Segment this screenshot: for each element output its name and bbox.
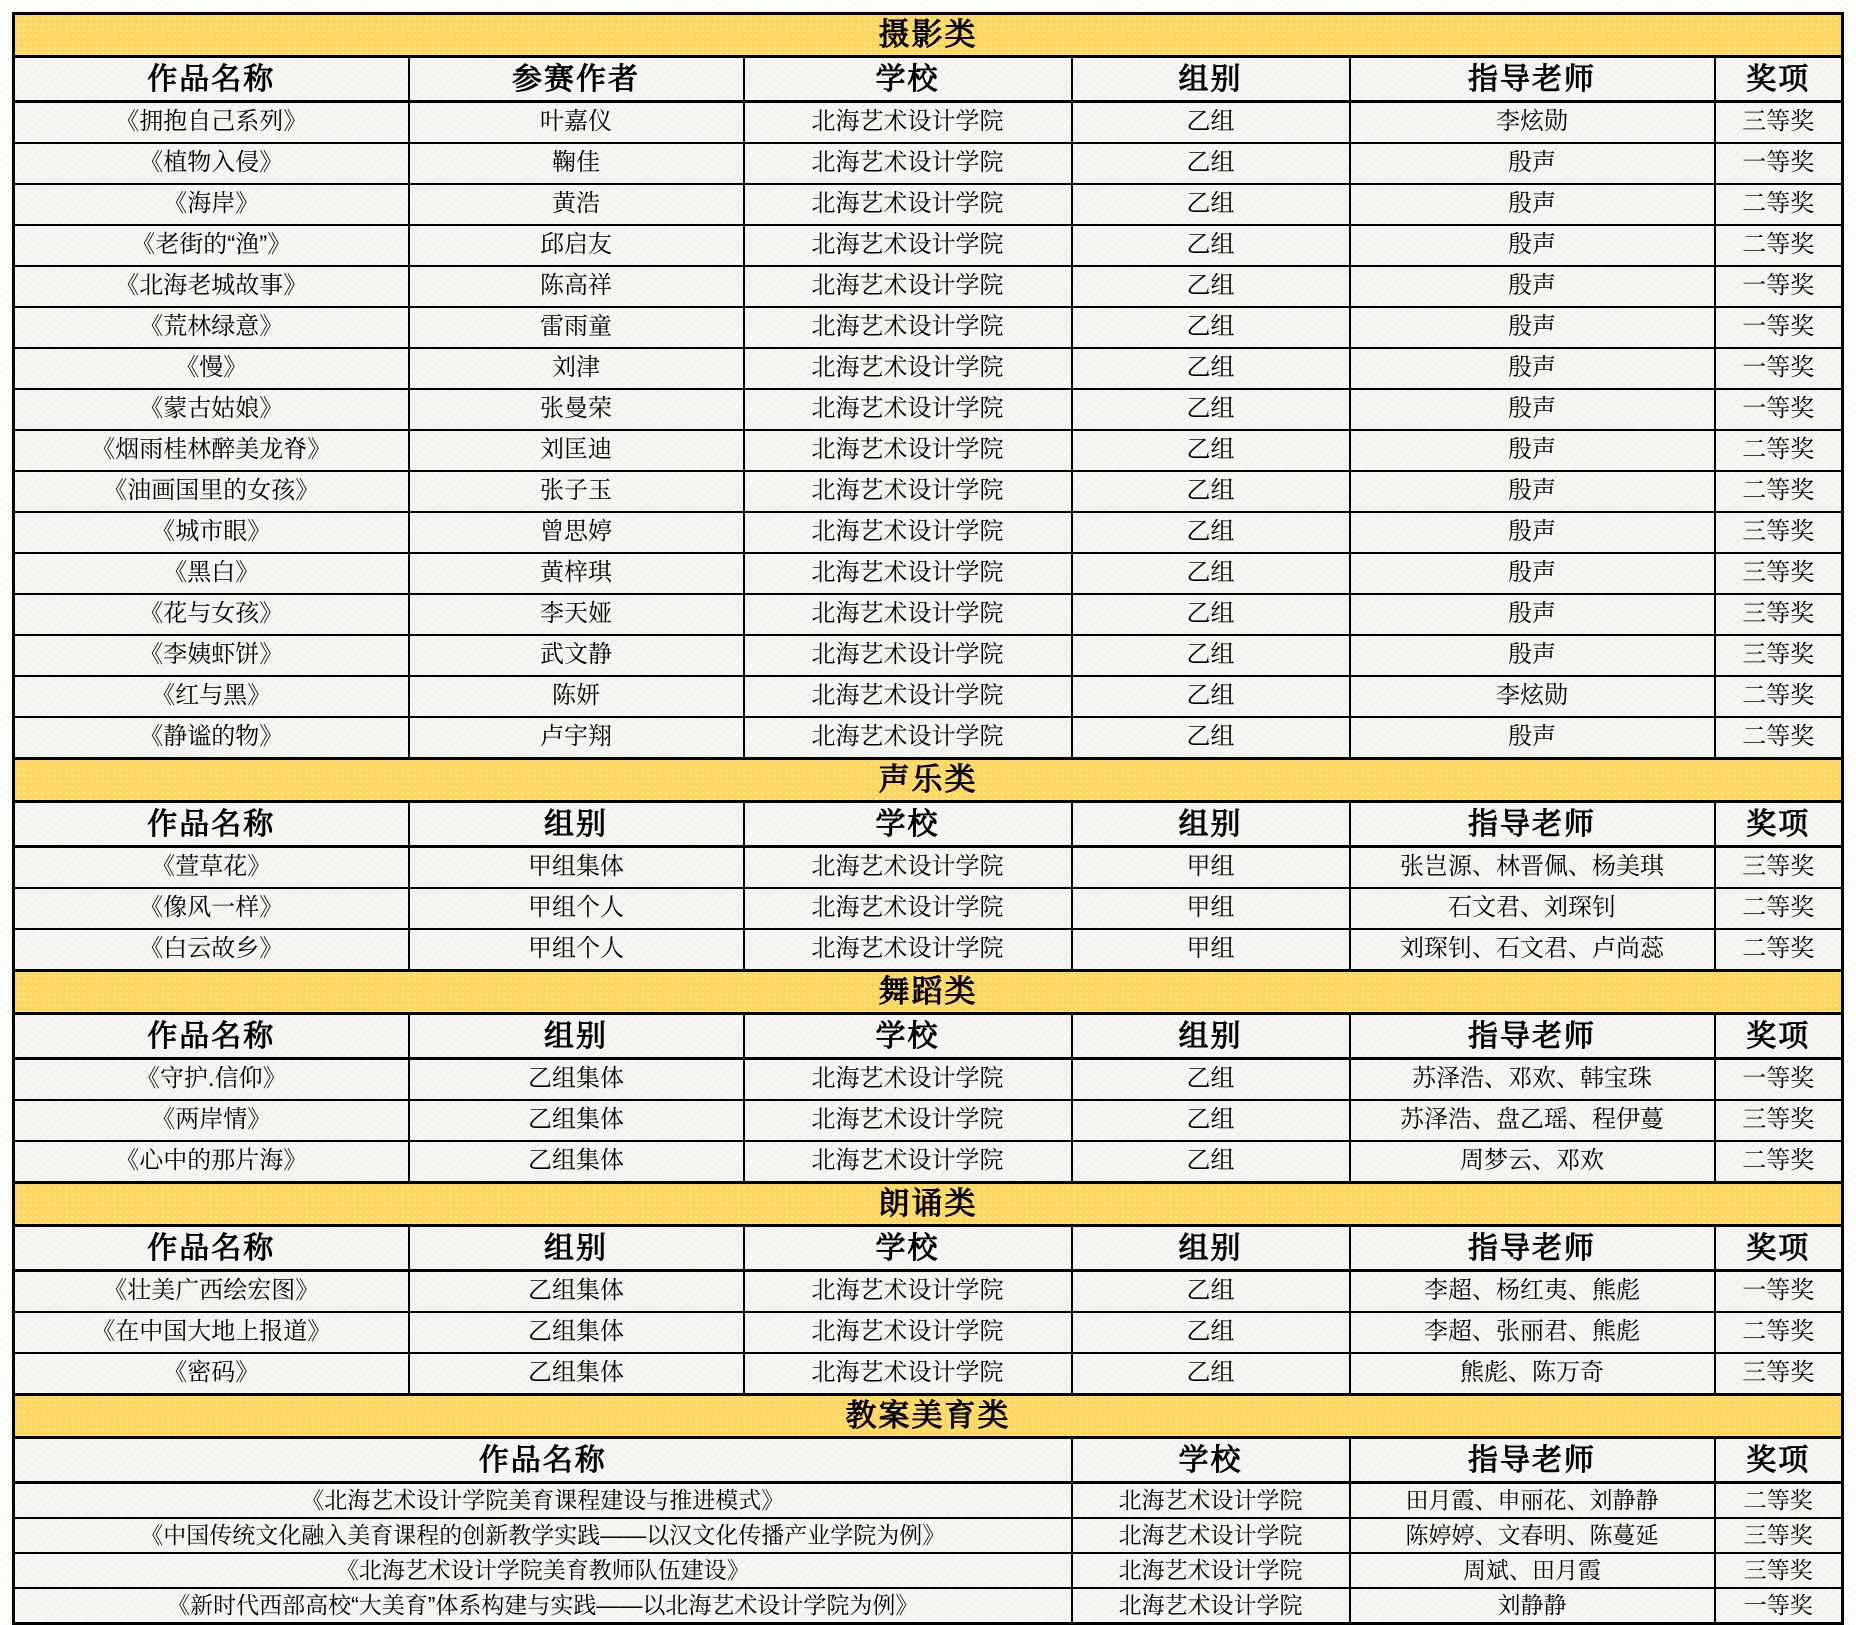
award-cell: 一等奖 <box>1715 1059 1843 1101</box>
award-cell: 三等奖 <box>1715 1353 1843 1395</box>
table-row <box>14 307 1843 348</box>
group-header: 组别 <box>409 1226 744 1271</box>
teacher-cell: 殷声 <box>1350 348 1715 389</box>
author-cell: 陈妍 <box>409 676 744 717</box>
work-title-cell: 《心中的那片海》 <box>14 1141 409 1183</box>
table-row <box>14 471 1843 512</box>
school-cell: 北海艺术设计学院 <box>744 635 1072 676</box>
teacher-cell: 殷声 <box>1350 184 1715 225</box>
awards-table-body <box>14 14 1843 1624</box>
table-row <box>14 348 1843 389</box>
school-cell: 北海艺术设计学院 <box>744 1353 1072 1395</box>
group-cell: 乙组 <box>1072 1141 1350 1183</box>
author-cell: 刘匡迪 <box>409 430 744 471</box>
table-row <box>14 717 1843 759</box>
group-cell: 乙组 <box>1072 635 1350 676</box>
work-title-cell: 《老街的“渔”》 <box>14 225 409 266</box>
award-cell: 一等奖 <box>1715 1588 1843 1624</box>
school-header: 学校 <box>744 57 1072 102</box>
work-title-cell: 《烟雨桂林醉美龙脊》 <box>14 430 409 471</box>
author-cell: 黄梓琪 <box>409 553 744 594</box>
section-band: 摄影类 <box>14 14 1843 57</box>
table-row <box>14 1588 1843 1624</box>
school-cell: 北海艺术设计学院 <box>744 1141 1072 1183</box>
teacher-header: 指导老师 <box>1350 1226 1715 1271</box>
table-row <box>14 847 1843 889</box>
work-title-cell: 《像风一样》 <box>14 888 409 929</box>
group-cell: 乙组 <box>1072 143 1350 184</box>
school-cell: 北海艺术设计学院 <box>744 676 1072 717</box>
work-title-cell: 《白云故乡》 <box>14 929 409 971</box>
teacher-cell: 石文君、刘琛钊 <box>1350 888 1715 929</box>
work-title-cell: 《红与黑》 <box>14 676 409 717</box>
school-cell: 北海艺术设计学院 <box>744 1100 1072 1141</box>
work-title-cell: 《花与女孩》 <box>14 594 409 635</box>
group-cell: 乙组集体 <box>409 1353 744 1395</box>
group-cell: 乙组集体 <box>409 1059 744 1101</box>
award-cell: 三等奖 <box>1715 594 1843 635</box>
teacher-cell: 殷声 <box>1350 143 1715 184</box>
award-header: 奖项 <box>1715 1438 1843 1483</box>
teacher-cell: 殷声 <box>1350 225 1715 266</box>
group-header: 组别 <box>409 1014 744 1059</box>
table-row <box>14 1312 1843 1353</box>
awards-table <box>12 12 1844 1625</box>
school-cell: 北海艺术设计学院 <box>744 594 1072 635</box>
work-title-cell: 《北海老城故事》 <box>14 266 409 307</box>
work-title-cell: 《中国传统文化融入美育课程的创新教学实践——以汉文化传播产业学院为例》 <box>14 1518 1072 1553</box>
group-cell: 乙组集体 <box>409 1141 744 1183</box>
teacher-cell: 李超、杨红夷、熊彪 <box>1350 1271 1715 1313</box>
work-title-cell: 《密码》 <box>14 1353 409 1395</box>
work-title-cell: 《两岸情》 <box>14 1100 409 1141</box>
school-cell: 北海艺术设计学院 <box>744 348 1072 389</box>
award-header: 奖项 <box>1715 1226 1843 1271</box>
group-header: 组别 <box>1072 1226 1350 1271</box>
table-row <box>14 594 1843 635</box>
work-title-cell: 《海岸》 <box>14 184 409 225</box>
teacher-header: 指导老师 <box>1350 802 1715 847</box>
group-cell: 乙组 <box>1072 225 1350 266</box>
work-title-cell: 《萱草花》 <box>14 847 409 889</box>
school-cell: 北海艺术设计学院 <box>744 102 1072 144</box>
award-header: 奖项 <box>1715 802 1843 847</box>
column-header-row <box>14 1226 1843 1271</box>
work-title-cell: 《拥抱自己系列》 <box>14 102 409 144</box>
work-title-cell: 《壮美广西绘宏图》 <box>14 1271 409 1313</box>
award-cell: 二等奖 <box>1715 430 1843 471</box>
award-cell: 二等奖 <box>1715 184 1843 225</box>
award-cell: 二等奖 <box>1715 471 1843 512</box>
group-cell: 甲组个人 <box>409 929 744 971</box>
school-cell: 北海艺术设计学院 <box>744 389 1072 430</box>
award-cell: 三等奖 <box>1715 1553 1843 1588</box>
group-cell: 乙组 <box>1072 1312 1350 1353</box>
table-row <box>14 1100 1843 1141</box>
teacher-cell: 殷声 <box>1350 635 1715 676</box>
school-cell: 北海艺术设计学院 <box>1072 1518 1350 1553</box>
teacher-cell: 殷声 <box>1350 553 1715 594</box>
table-row <box>14 553 1843 594</box>
work-title-header: 作品名称 <box>14 1226 409 1271</box>
school-cell: 北海艺术设计学院 <box>744 847 1072 889</box>
group-cell: 甲组 <box>1072 929 1350 971</box>
school-cell: 北海艺术设计学院 <box>1072 1483 1350 1519</box>
group-header: 组别 <box>1072 57 1350 102</box>
author-cell: 陈高祥 <box>409 266 744 307</box>
section-band-row <box>14 971 1843 1014</box>
group-header: 组别 <box>1072 1014 1350 1059</box>
school-cell: 北海艺术设计学院 <box>1072 1588 1350 1624</box>
group-cell: 乙组 <box>1072 389 1350 430</box>
table-row <box>14 102 1843 144</box>
table-row <box>14 430 1843 471</box>
teacher-cell: 殷声 <box>1350 430 1715 471</box>
school-cell: 北海艺术设计学院 <box>744 143 1072 184</box>
work-title-cell: 《新时代西部高校“大美育”体系构建与实践——以北海艺术设计学院为例》 <box>14 1588 1072 1624</box>
group-cell: 甲组集体 <box>409 847 744 889</box>
teacher-cell: 陈婷婷、文春明、陈蔓延 <box>1350 1518 1715 1553</box>
award-cell: 二等奖 <box>1715 1141 1843 1183</box>
award-cell: 三等奖 <box>1715 512 1843 553</box>
author-cell: 武文静 <box>409 635 744 676</box>
school-cell: 北海艺术设计学院 <box>744 184 1072 225</box>
work-title-cell: 《慢》 <box>14 348 409 389</box>
group-header: 组别 <box>1072 802 1350 847</box>
group-cell: 甲组 <box>1072 847 1350 889</box>
column-header-row <box>14 1438 1843 1483</box>
group-cell: 乙组 <box>1072 553 1350 594</box>
section-band-row <box>14 759 1843 802</box>
author-cell: 卢宇翔 <box>409 717 744 759</box>
table-row <box>14 184 1843 225</box>
group-cell: 乙组集体 <box>409 1271 744 1313</box>
award-cell: 一等奖 <box>1715 143 1843 184</box>
author-cell: 张曼荣 <box>409 389 744 430</box>
work-title-header: 作品名称 <box>14 1438 1072 1483</box>
section-band: 舞蹈类 <box>14 971 1843 1014</box>
award-cell: 一等奖 <box>1715 266 1843 307</box>
author-cell: 鞠佳 <box>409 143 744 184</box>
table-row <box>14 1271 1843 1313</box>
school-cell: 北海艺术设计学院 <box>744 717 1072 759</box>
table-row <box>14 143 1843 184</box>
work-title-cell: 《油画国里的女孩》 <box>14 471 409 512</box>
teacher-cell: 殷声 <box>1350 389 1715 430</box>
author-cell: 黄浩 <box>409 184 744 225</box>
award-cell: 三等奖 <box>1715 635 1843 676</box>
teacher-cell: 殷声 <box>1350 594 1715 635</box>
work-title-header: 作品名称 <box>14 1014 409 1059</box>
work-title-cell: 《城市眼》 <box>14 512 409 553</box>
award-cell: 一等奖 <box>1715 389 1843 430</box>
table-row <box>14 225 1843 266</box>
author-cell: 邱启友 <box>409 225 744 266</box>
author-cell: 曾思婷 <box>409 512 744 553</box>
teacher-cell: 李炫勋 <box>1350 676 1715 717</box>
column-header-row <box>14 1014 1843 1059</box>
table-row <box>14 635 1843 676</box>
group-cell: 乙组 <box>1072 594 1350 635</box>
work-title-cell: 《北海艺术设计学院美育教师队伍建设》 <box>14 1553 1072 1588</box>
group-cell: 乙组集体 <box>409 1312 744 1353</box>
award-cell: 二等奖 <box>1715 929 1843 971</box>
teacher-cell: 周斌、田月霞 <box>1350 1553 1715 1588</box>
teacher-cell: 殷声 <box>1350 512 1715 553</box>
school-cell: 北海艺术设计学院 <box>744 266 1072 307</box>
table-row <box>14 1353 1843 1395</box>
school-cell: 北海艺术设计学院 <box>744 929 1072 971</box>
work-title-cell: 《静谧的物》 <box>14 717 409 759</box>
teacher-cell: 田月霞、申丽花、刘静静 <box>1350 1483 1715 1519</box>
award-cell: 三等奖 <box>1715 1518 1843 1553</box>
table-row <box>14 1059 1843 1101</box>
group-cell: 乙组 <box>1072 512 1350 553</box>
teacher-cell: 刘琛钊、石文君、卢尚蕊 <box>1350 929 1715 971</box>
school-cell: 北海艺术设计学院 <box>744 1312 1072 1353</box>
teacher-cell: 苏泽浩、盘乙瑶、程伊蔓 <box>1350 1100 1715 1141</box>
teacher-cell: 殷声 <box>1350 266 1715 307</box>
award-cell: 二等奖 <box>1715 1312 1843 1353</box>
award-cell: 一等奖 <box>1715 307 1843 348</box>
teacher-header: 指导老师 <box>1350 1438 1715 1483</box>
group-cell: 乙组 <box>1072 676 1350 717</box>
work-title-cell: 《在中国大地上报道》 <box>14 1312 409 1353</box>
group-cell: 乙组 <box>1072 1271 1350 1313</box>
school-cell: 北海艺术设计学院 <box>744 430 1072 471</box>
school-cell: 北海艺术设计学院 <box>744 471 1072 512</box>
award-cell: 一等奖 <box>1715 348 1843 389</box>
work-title-cell: 《守护.信仰》 <box>14 1059 409 1101</box>
table-row <box>14 389 1843 430</box>
section-band-row <box>14 1395 1843 1438</box>
teacher-cell: 李炫勋 <box>1350 102 1715 144</box>
author-cell: 刘津 <box>409 348 744 389</box>
award-cell: 一等奖 <box>1715 1271 1843 1313</box>
teacher-cell: 殷声 <box>1350 717 1715 759</box>
teacher-cell: 殷声 <box>1350 471 1715 512</box>
award-cell: 三等奖 <box>1715 553 1843 594</box>
award-header: 奖项 <box>1715 57 1843 102</box>
award-cell: 二等奖 <box>1715 676 1843 717</box>
award-cell: 三等奖 <box>1715 102 1843 144</box>
school-header: 学校 <box>744 1014 1072 1059</box>
work-title-cell: 《黑白》 <box>14 553 409 594</box>
teacher-cell: 张岂源、林晋佩、杨美琪 <box>1350 847 1715 889</box>
group-cell: 乙组 <box>1072 184 1350 225</box>
group-cell: 乙组 <box>1072 348 1350 389</box>
school-cell: 北海艺术设计学院 <box>1072 1553 1350 1588</box>
work-title-cell: 《植物入侵》 <box>14 143 409 184</box>
teacher-cell: 周梦云、邓欢 <box>1350 1141 1715 1183</box>
teacher-cell: 殷声 <box>1350 307 1715 348</box>
award-cell: 三等奖 <box>1715 847 1843 889</box>
author-cell: 叶嘉仪 <box>409 102 744 144</box>
school-header: 学校 <box>744 1226 1072 1271</box>
table-row <box>14 266 1843 307</box>
table-row <box>14 1553 1843 1588</box>
group-cell: 乙组 <box>1072 102 1350 144</box>
teacher-cell: 熊彪、陈万奇 <box>1350 1353 1715 1395</box>
group-cell: 乙组 <box>1072 471 1350 512</box>
award-cell: 二等奖 <box>1715 888 1843 929</box>
table-row <box>14 1483 1843 1519</box>
teacher-header: 指导老师 <box>1350 57 1715 102</box>
teacher-header: 指导老师 <box>1350 1014 1715 1059</box>
section-band: 教案美育类 <box>14 1395 1843 1438</box>
group-cell: 甲组个人 <box>409 888 744 929</box>
school-cell: 北海艺术设计学院 <box>744 225 1072 266</box>
group-cell: 乙组 <box>1072 430 1350 471</box>
table-row <box>14 1141 1843 1183</box>
teacher-cell: 李超、张丽君、熊彪 <box>1350 1312 1715 1353</box>
author-cell: 雷雨童 <box>409 307 744 348</box>
column-header-row <box>14 57 1843 102</box>
group-cell: 乙组 <box>1072 717 1350 759</box>
table-row <box>14 888 1843 929</box>
group-cell: 乙组 <box>1072 1353 1350 1395</box>
section-band-row <box>14 14 1843 57</box>
table-row <box>14 512 1843 553</box>
work-title-cell: 《荒林绿意》 <box>14 307 409 348</box>
school-cell: 北海艺术设计学院 <box>744 1059 1072 1101</box>
group-cell: 乙组 <box>1072 1100 1350 1141</box>
section-band: 朗诵类 <box>14 1183 1843 1226</box>
table-row <box>14 929 1843 971</box>
column-header-row <box>14 802 1843 847</box>
school-header: 学校 <box>744 802 1072 847</box>
work-title-header: 作品名称 <box>14 57 409 102</box>
award-cell: 二等奖 <box>1715 1483 1843 1519</box>
group-cell: 乙组 <box>1072 307 1350 348</box>
group-cell: 乙组集体 <box>409 1100 744 1141</box>
teacher-cell: 刘静静 <box>1350 1588 1715 1624</box>
author-cell: 张子玉 <box>409 471 744 512</box>
section-band: 声乐类 <box>14 759 1843 802</box>
school-header: 学校 <box>1072 1438 1350 1483</box>
author-cell: 李天娅 <box>409 594 744 635</box>
section-band-row <box>14 1183 1843 1226</box>
group-header: 组别 <box>409 802 744 847</box>
work-title-cell: 《李姨虾饼》 <box>14 635 409 676</box>
work-title-cell: 《北海艺术设计学院美育课程建设与推进模式》 <box>14 1483 1072 1519</box>
school-cell: 北海艺术设计学院 <box>744 553 1072 594</box>
group-cell: 乙组 <box>1072 266 1350 307</box>
school-cell: 北海艺术设计学院 <box>744 888 1072 929</box>
author-header: 参赛作者 <box>409 57 744 102</box>
award-cell: 三等奖 <box>1715 1100 1843 1141</box>
work-title-header: 作品名称 <box>14 802 409 847</box>
award-header: 奖项 <box>1715 1014 1843 1059</box>
work-title-cell: 《蒙古姑娘》 <box>14 389 409 430</box>
school-cell: 北海艺术设计学院 <box>744 512 1072 553</box>
group-cell: 乙组 <box>1072 1059 1350 1101</box>
group-cell: 甲组 <box>1072 888 1350 929</box>
school-cell: 北海艺术设计学院 <box>744 1271 1072 1313</box>
table-row <box>14 1518 1843 1553</box>
table-row <box>14 676 1843 717</box>
award-cell: 二等奖 <box>1715 225 1843 266</box>
award-cell: 二等奖 <box>1715 717 1843 759</box>
teacher-cell: 苏泽浩、邓欢、韩宝珠 <box>1350 1059 1715 1101</box>
school-cell: 北海艺术设计学院 <box>744 307 1072 348</box>
